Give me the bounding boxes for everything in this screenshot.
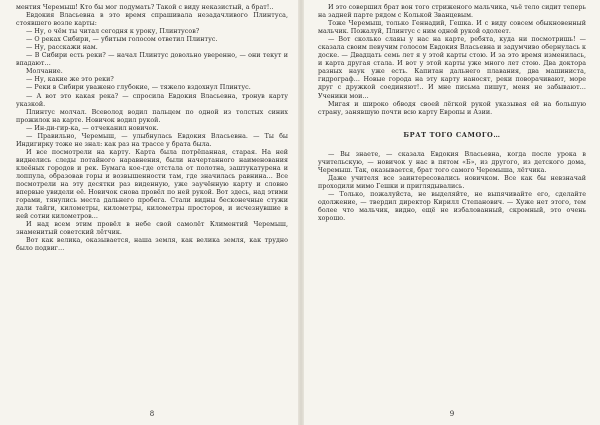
paragraph: — Ну, какие же это реки? [26,76,114,84]
paragraph: И все посмотрели на карту. Карта была потрёпанная, старая. На ней виднелись следы потайного наравнения, были начертанного наименования клеёных городов и рек. Бумага кое-где отстала от полотна, заштукатурена и лоппула, образовав горы и возвышенности там, где значилась равнина… Все посмотрели на эту десятки раз виденную, уже заучённую карту и словно впервые увидели её. Новичок снова провёл по ней рукой. Вот здесь, над этими горами, тянулись места дальнего пробега. Стали видны бесконечные стужи дали тайги, километры, километры, километры просторов, и исчезнувшие в ней сотни километров… [16,148,288,221]
paragraph: — Только, пожалуйста, не выделяйте, не выпячивайте его, сделайте одолжение, — твердил директор Кирилл Степанович. — Хуже нет этого, тем более что мальчик, видно, ещё не избалованный, скромный, это очень хорошо. [318,190,586,223]
paragraph: И над всем этим провёл в небе свой самолёт Климентий Черемыш, знаменитый советский лётчик. [16,221,288,237]
page-number: 9 [449,410,455,418]
paragraph: Тоже Черемыш, только Геннадий, Гешка. И с виду совсем обыкновенный мальчик. Пожалуй, Плинтус с ним одной рукой одолеет. [318,20,586,36]
paragraph: — Ну, расскажи нам. [26,44,98,52]
paragraph: — В Сибири есть реки? — начал Плинтус довольно уверенно, — они текут и впадают… [16,52,288,68]
paragraph: — Ин-ди-гир-ка, — отчеканил новичок. [26,124,159,132]
book-gutter [298,0,304,425]
paragraph: Вот как велика, оказывается, наша земля, как велика земля, как трудно было подвиг… [16,237,288,253]
paragraph: Плинтус молчал. Всеволод водил пальцем по одной из толстых синих прожилок на карте. Новичок водил рукой. [16,108,288,124]
paragraph: Мигая и широко обводя своей лёгкой рукой указывая ей на большую страну, занявшую почти всю карту Европы и Азии. [318,100,586,116]
paragraph: И это совершил брат вон того стриженого мальчика, чьё тело сидит теперь на задней парте рядом с Колькой Званцевым. [318,4,586,20]
page-number: 8 [149,410,155,418]
paragraph: — Ну, о чём ты читал сегодня к уроку, Плинтусов? [26,28,200,36]
paragraph: Даже учителя все заинтересовались новичком. Все как бы невзначай проходили мимо Гешки и приглядывались. [318,174,586,190]
right-page [318,4,586,418]
paragraph: — А вот это какая река? — спросила Евдокия Власьевна, тронув карту указкой. [16,92,288,108]
paragraph: ментия Черемыш! Кто бы мог подумать? Такой с виду неказистый, а брат!.. [16,4,274,11]
left-page [16,4,288,418]
paragraph: Молчание. [26,68,63,76]
paragraph: — Реки в Сибири уважено глубокие, — тяжело вздохнул Плинтус. [26,84,251,92]
paragraph: — Правильно, Черемыш, — улыбнулась Евдокия Власьевна. — Ты бы Индигирку тоже не знал: как раз на трассе у брата была. [16,132,288,148]
section-title: БРАТ ТОГО САМОГО… [403,130,501,139]
paragraph: — Вот сколько славы у нас на карте, ребята, куда ни посмотришь! — сказала своим певучим голосом Евдокия Власьевна и задумчиво обернулась к доске. — Двадцать семь лет я у этой карты стою. И за это время изменилась, и карта другая стала. И вот у этой карты уже много лет стою. Два доктора разных наук уже есть. Капитан дальнего плавания, два машиниста, гидрограф… Новые города на эту карту наносят, реки поворачивают, море друг с дружкой соединяют!.. И мне письма пишут, меня не забывают… Ученики мои… [318,36,586,100]
paragraph: — Вы знаете, — сказала Евдокия Власьевна, когда после урока в учительскую, — новичок у нас в пятом «Б», из другого, из детского дома, Черемыш. Так, оказывается, брат того самого Черемыша, лётчика. [318,150,586,174]
paragraph: Евдокия Власьевна в это время спрашивала незадачливого Плинтуса, стоявшего возле карты: [16,12,288,28]
paragraph: — О реках Сибири, — убитым голосом ответил Плинтус. [26,36,218,44]
